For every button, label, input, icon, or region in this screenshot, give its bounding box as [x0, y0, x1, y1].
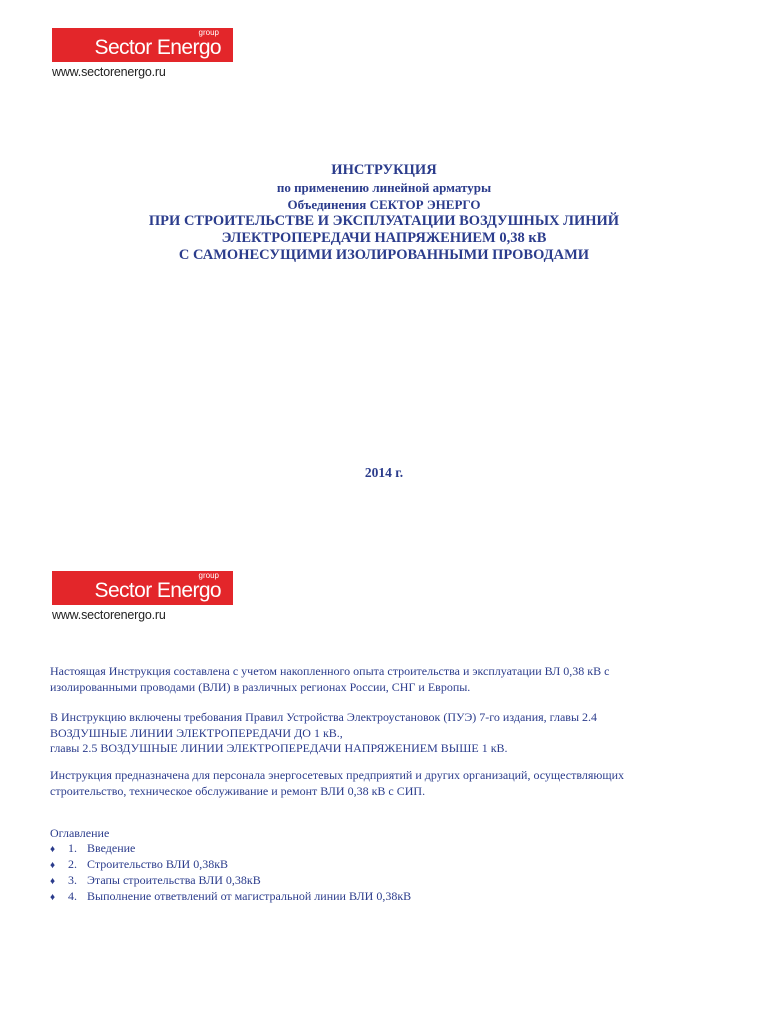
logo-url: www.sectorenergo.ru	[52, 608, 166, 622]
toc-item-label: Введение	[87, 841, 136, 855]
diamond-bullet-icon: ♦	[50, 844, 56, 855]
title-line-4: ПРИ СТРОИТЕЛЬСТВЕ И ЭКСПЛУАТАЦИИ ВОЗДУШНЫХ ЛИНИЙ	[148, 213, 620, 229]
document-title	[0, 162, 768, 264]
paragraph-line: Инструкция предназначена для персонала энергосетевых предприятий и других организаций, осуществляющих	[50, 768, 625, 782]
document-year: 2014 г.	[364, 465, 404, 480]
title-line-2: по применению линейной арматуры	[276, 180, 492, 195]
table-of-contents	[50, 826, 720, 905]
toc-item-label: Строительство ВЛИ 0,38кВ	[87, 857, 229, 871]
paragraph-intro	[50, 664, 720, 695]
diamond-bullet-icon: ♦	[50, 876, 56, 887]
paragraph-audience	[50, 768, 720, 799]
logo-name: Sector Energo	[94, 36, 221, 59]
paragraph-line: Настоящая Инструкция составлена с учетом накопленного опыта строительства и эксплуатации ВЛ 0,38 кВ с	[50, 664, 610, 678]
sector-energo-logo	[52, 28, 233, 62]
paragraph-line: изолированными проводами (ВЛИ) в различных регионах России, СНГ и Европы.	[50, 679, 471, 694]
toc-item-number: 4.	[68, 889, 77, 903]
toc-heading: Оглавление	[50, 826, 110, 840]
title-line-6: С САМОНЕСУЩИМИ ИЗОЛИРОВАННЫМИ ПРОВОДАМИ	[178, 247, 590, 263]
paragraph-line: В Инструкцию включены требования Правил Устройства Электроустановок (ПУЭ) 7-го издания, главы 2.4	[50, 710, 598, 724]
paragraph-requirements	[50, 710, 720, 757]
toc-item-number: 3.	[68, 873, 77, 887]
logo-group-text: group	[198, 28, 219, 37]
logo-group-text: group	[198, 571, 219, 580]
toc-item[interactable]	[50, 873, 720, 889]
sector-energo-logo	[52, 571, 233, 605]
logo-bottom	[52, 571, 233, 622]
diamond-bullet-icon: ♦	[50, 892, 56, 903]
title-line-1: ИНСТРУКЦИЯ	[331, 162, 437, 178]
diamond-bullet-icon: ♦	[50, 860, 56, 871]
logo-url: www.sectorenergo.ru	[52, 65, 166, 79]
toc-item-label: Этапы строительства ВЛИ 0,38кВ	[87, 873, 261, 887]
toc-item-label: Выполнение ответвлений от магистральной линии ВЛИ 0,38кВ	[87, 889, 412, 903]
toc-item[interactable]	[50, 889, 720, 905]
paragraph-line: строительство, техническое обслуживание и ремонт ВЛИ 0,38 кВ с СИП.	[50, 783, 426, 798]
paragraph-line: ВОЗДУШНЫЕ ЛИНИИ ЭЛЕКТРОПЕРЕДАЧИ ДО 1 кВ.,	[50, 725, 343, 740]
logo-name: Sector Energo	[94, 579, 221, 602]
toc-item-number: 2.	[68, 857, 77, 871]
paragraph-line: главы 2.5 ВОЗДУШНЫЕ ЛИНИИ ЭЛЕКТРОПЕРЕДАЧИ НАПРЯЖЕНИЕМ ВЫШЕ 1 кВ.	[50, 741, 508, 755]
title-line-3: Объединения СЕКТОР ЭНЕРГО	[287, 197, 481, 212]
title-line-5: ЭЛЕКТРОПЕРЕДАЧИ НАПРЯЖЕНИЕМ 0,38 кВ	[221, 230, 547, 246]
logo-top	[52, 28, 233, 79]
toc-item-number: 1.	[68, 841, 77, 855]
toc-item[interactable]	[50, 841, 720, 857]
toc-item[interactable]	[50, 857, 720, 873]
